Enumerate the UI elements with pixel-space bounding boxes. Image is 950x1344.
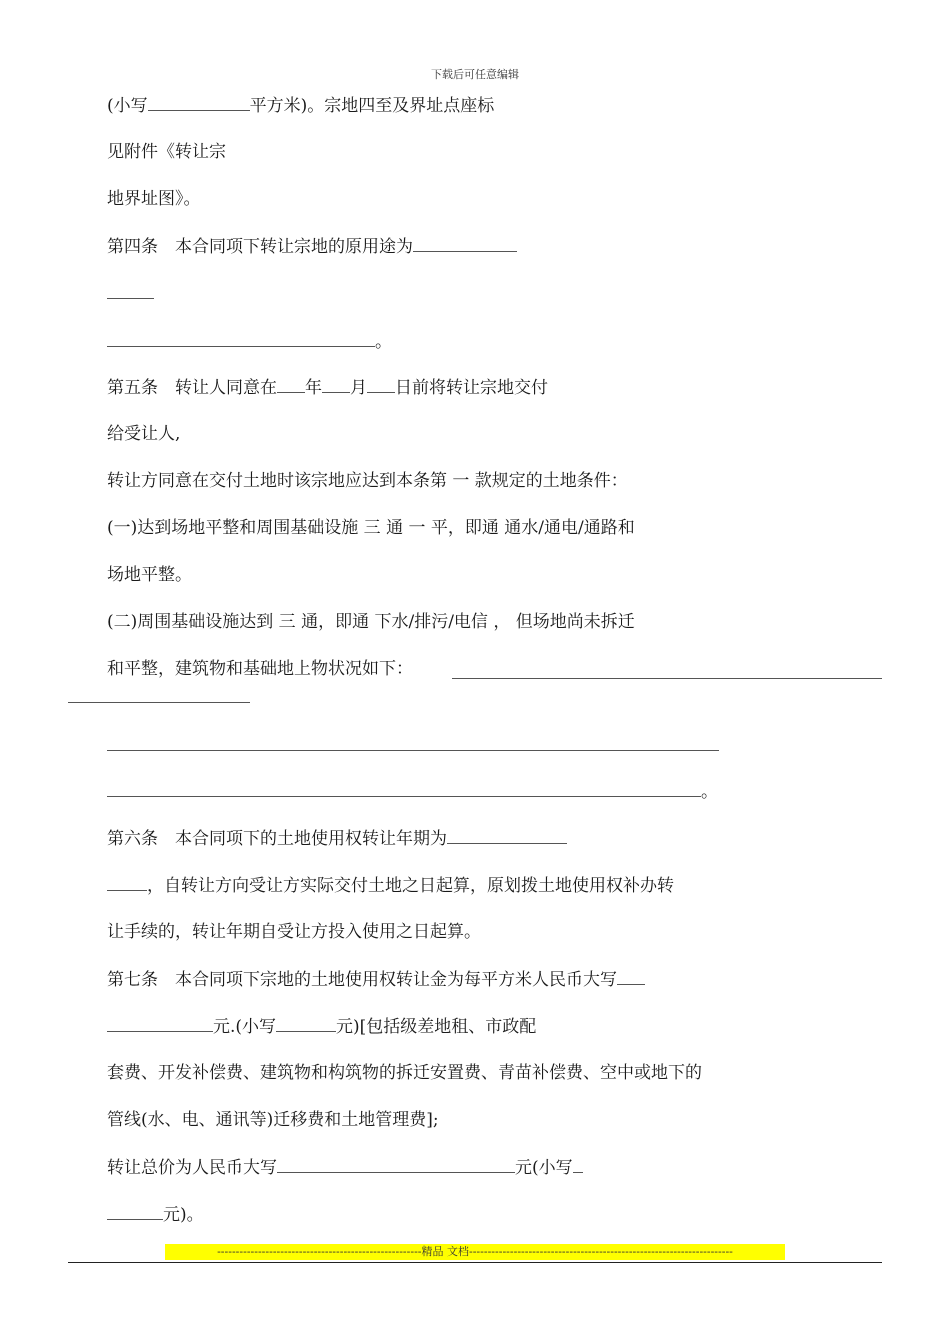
paragraph-line: 地界址图》。 [107, 189, 201, 209]
fill-blank [107, 750, 719, 751]
fill-blank [107, 780, 701, 797]
line-text: 元)[包括级差地租、市政配 [336, 1017, 537, 1037]
paragraph-line: 场地平整。 [107, 565, 192, 585]
paragraph-line [107, 1203, 204, 1226]
footer-divider [68, 1262, 882, 1263]
fill-blank [277, 376, 305, 393]
line-text: 第五条 转让人同意在 [107, 378, 277, 398]
fill-blank [452, 678, 882, 679]
header-note: 下载后可任意编辑 [431, 68, 519, 81]
fill-blank [107, 1203, 163, 1220]
paragraph-line: (二)周围基础设施达到 三 通，即通 下水/排污/电信 ， 但场地尚未拆迁 [107, 612, 635, 632]
paragraph-line: (一)达到场地平整和周围基础设施 三 通 一 平，即通 通水/通电/通路和 [107, 518, 635, 538]
line-text: ，自转让方向受让方实际交付土地之日起算，原划拨土地使用权补办转 [147, 876, 674, 896]
paragraph-line: 转让方同意在交付土地时该宗地应达到本条第 一 款规定的土地条件： [107, 471, 628, 491]
line-text: (小写 [107, 96, 148, 116]
line-text: 元(小写 [515, 1158, 573, 1178]
line-text: 平方米)。宗地四至及界址点座标 [249, 96, 495, 116]
fill-blank [107, 298, 154, 299]
paragraph-line [107, 330, 392, 353]
fill-blank [276, 1015, 336, 1032]
fill-blank [107, 874, 147, 891]
paragraph-line [107, 874, 674, 897]
line-text: 转让总价为人民币大写 [107, 1158, 277, 1178]
paragraph-line [107, 1015, 536, 1038]
fill-blank [617, 968, 645, 985]
article-4-line [107, 235, 517, 258]
fill-blank [107, 1015, 213, 1032]
line-text: 和平整，建筑物和基础地上物状况如下： [107, 659, 413, 679]
line-text: 元.(小写 [213, 1017, 277, 1037]
paragraph-line [107, 1156, 583, 1179]
fill-blank [322, 376, 350, 393]
line-text: 月 [350, 378, 367, 398]
paragraph-line: 让手续的，转让年期自受让方投入使用之日起算。 [107, 922, 481, 942]
line-text: 。 [375, 332, 392, 352]
paragraph-line: 给受让人, [107, 424, 181, 444]
article-5-line [107, 376, 548, 399]
line-text: 第四条 本合同项下转让宗地的原用途为 [107, 237, 413, 257]
fill-blank [447, 827, 567, 844]
fill-blank [573, 1156, 583, 1173]
line-text: 元)。 [163, 1205, 204, 1225]
article-7-line [107, 968, 645, 991]
line-text: 第六条 本合同项下的土地使用权转让年期为 [107, 829, 447, 849]
fill-blank [277, 1156, 515, 1173]
line-text: 第七条 本合同项下宗地的土地使用权转让金为每平方米人民币大写 [107, 970, 617, 990]
footer-banner: -------------------------------------------------------精品 文档----------------------------------------------------------------------- [165, 1244, 785, 1260]
paragraph-line [107, 780, 718, 803]
line-text: 。 [701, 782, 718, 802]
fill-blank [107, 330, 375, 347]
fill-blank [413, 235, 517, 252]
fill-blank [148, 94, 250, 111]
paragraph-line: 套费、开发补偿费、建筑物和构筑物的拆迁安置费、青苗补偿费、空中或地下的 [107, 1063, 702, 1083]
article-6-line [107, 827, 567, 850]
paragraph-line [107, 94, 494, 117]
fill-blank [68, 702, 250, 703]
paragraph-line: 管线(水、电、通讯等)迁移费和土地管理费]; [107, 1110, 439, 1130]
paragraph-line: 见附件《转让宗 [107, 142, 226, 162]
paragraph-line [107, 658, 413, 680]
line-text: 日前将转让宗地交付 [395, 378, 548, 398]
line-text: 年 [305, 378, 322, 398]
fill-blank [367, 376, 395, 393]
